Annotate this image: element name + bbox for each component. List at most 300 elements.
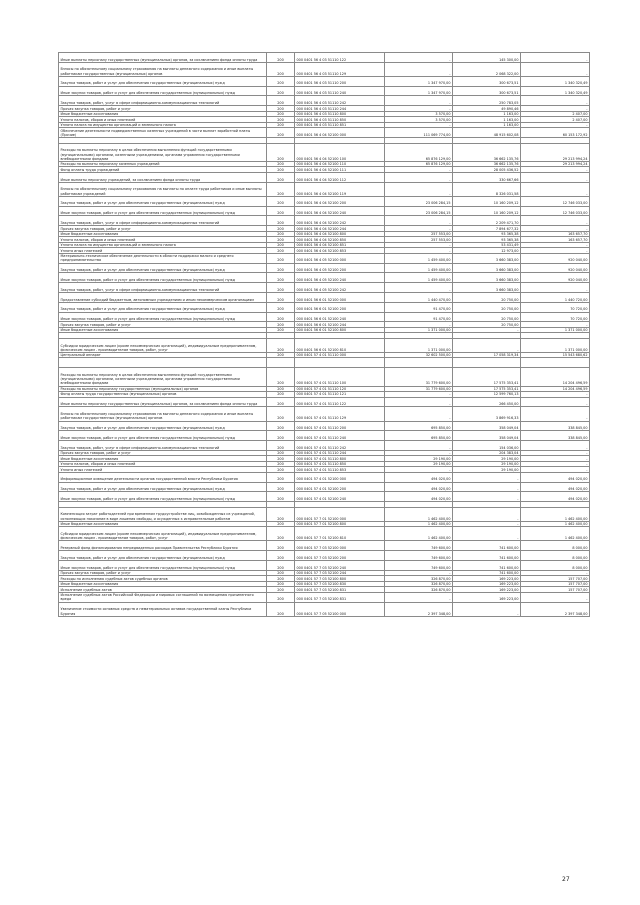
row-approved-amount: 1 462 400,00 bbox=[385, 507, 453, 521]
row-name: Иные закупки товаров, работ и услуг для обеспечения государственных (муниципальных) нужд bbox=[59, 86, 267, 96]
row-approved-amount: - bbox=[385, 96, 453, 106]
row-executed-amount: 3 660 383,00 bbox=[453, 283, 521, 293]
row-executed-amount: 169 223,00 bbox=[453, 587, 521, 593]
row-line-code: 200 bbox=[267, 551, 295, 561]
row-executed-amount: 2 068 322,00 bbox=[453, 62, 521, 76]
row-name: Центральный аппарат bbox=[59, 352, 267, 358]
row-name: Взносы по обязательному социальному страхованию на выплаты денежного содержания и иные выплаты работникам государственных (муниципальных) органов bbox=[59, 62, 267, 76]
table-row bbox=[59, 143, 590, 161]
row-line-code: 200 bbox=[267, 492, 295, 502]
row-line-code bbox=[267, 358, 295, 368]
row-approved-amount: 29 190,00 bbox=[385, 461, 453, 467]
row-executed-amount: 169 223,00 bbox=[453, 581, 521, 587]
row-budget-code: 000 0401 57 4 01 52100 240 bbox=[295, 492, 385, 502]
row-name: Иные бюджетные ассигнования bbox=[59, 231, 267, 237]
row-approved-amount: - bbox=[385, 248, 453, 254]
row-line-code: 200 bbox=[267, 167, 295, 173]
row-line-code: 200 bbox=[267, 541, 295, 551]
row-approved-amount: - bbox=[385, 592, 453, 602]
row-approved-amount: - bbox=[385, 172, 453, 182]
row-remaining-amount: 14 204 496,59 bbox=[521, 368, 590, 386]
row-executed-amount: 20 750,00 bbox=[453, 302, 521, 312]
row-approved-amount: - bbox=[385, 53, 453, 63]
row-approved-amount: 695 850,00 bbox=[385, 431, 453, 441]
row-remaining-amount: - bbox=[521, 467, 590, 473]
row-line-code: 200 bbox=[267, 161, 295, 167]
row-remaining-amount: 157 707,00 bbox=[521, 581, 590, 587]
row-remaining-amount: - bbox=[521, 456, 590, 462]
row-remaining-amount: - bbox=[521, 450, 590, 456]
row-budget-code: 000 0401 56 4 03 51110 122 bbox=[295, 53, 385, 63]
row-executed-amount: 741 600,00 bbox=[453, 541, 521, 551]
row-line-code: 200 bbox=[267, 397, 295, 407]
row-line-code: 200 bbox=[267, 122, 295, 128]
row-name: Иные закупки товаров, работ и услуг для обеспечения государственных (муниципальных) нужд bbox=[59, 431, 267, 441]
row-name: Иные бюджетные ассигнования bbox=[59, 521, 267, 527]
table-row bbox=[59, 392, 590, 398]
row-remaining-amount: - bbox=[521, 248, 590, 254]
row-name: Иные бюджетные ассигнования bbox=[59, 111, 267, 117]
row-approved-amount: 29 190,00 bbox=[385, 456, 453, 462]
row-name: Иные бюджетные ассигнования bbox=[59, 327, 267, 333]
table-row bbox=[59, 128, 590, 138]
row-budget-code: 000 0401 57 4 01 51110 129 bbox=[295, 407, 385, 421]
table-row bbox=[59, 253, 590, 263]
row-executed-amount: 3 660 383,00 bbox=[453, 263, 521, 273]
row-executed-amount: 8 326 031,58 bbox=[453, 182, 521, 196]
table-row bbox=[59, 122, 590, 128]
row-budget-code: 000 0401 56 4 05 52100 240 bbox=[295, 273, 385, 283]
row-name: Иные выплаты персоналу государственных (муниципальных) органов, за исключением фонда оплаты труда bbox=[59, 397, 267, 407]
row-budget-code: 000 0401 57 4 01 51110 000 bbox=[295, 352, 385, 358]
row-approved-amount: 494 020,00 bbox=[385, 472, 453, 482]
row-executed-amount: 93 365,38 bbox=[453, 231, 521, 237]
table-row bbox=[59, 302, 590, 312]
row-remaining-amount: 70 720,00 bbox=[521, 312, 590, 322]
row-name: Иные бюджетные ассигнования bbox=[59, 456, 267, 462]
row-budget-code: 000 0401 57 4 01 51110 121 bbox=[295, 392, 385, 398]
table-row bbox=[59, 283, 590, 293]
row-remaining-amount: 494 020,00 bbox=[521, 482, 590, 492]
row-approved-amount: - bbox=[385, 283, 453, 293]
row-remaining-amount: 1 371 000,00 bbox=[521, 338, 590, 352]
row-executed-amount: 1 163,00 bbox=[453, 122, 521, 128]
row-executed-amount: - bbox=[453, 507, 521, 521]
row-approved-amount: 1 462 400,00 bbox=[385, 527, 453, 541]
row-approved-amount: 1 459 400,00 bbox=[385, 253, 453, 263]
table-row bbox=[59, 482, 590, 492]
row-name: Расходы на выплаты персоналу в целях обеспечения выполнения функций государственными (муниципальными) органами, казенными учреждениями, органами управления государственными внебюджетными фондами bbox=[59, 368, 267, 386]
row-line-code: 200 bbox=[267, 117, 295, 123]
row-approved-amount: - bbox=[385, 322, 453, 328]
row-executed-amount: - bbox=[453, 338, 521, 352]
row-executed-amount: 49 890,46 bbox=[453, 106, 521, 112]
row-line-code: 200 bbox=[267, 456, 295, 462]
row-executed-amount: 741 600,00 bbox=[453, 570, 521, 576]
row-line-code: 200 bbox=[267, 62, 295, 76]
table-row bbox=[59, 206, 590, 216]
row-budget-code: 000 0401 57 4 01 51110 242 bbox=[295, 441, 385, 451]
row-name: Иные закупки товаров, работ и услуг для обеспечения государственных (муниципальных) нужд bbox=[59, 312, 267, 322]
row-approved-amount: - bbox=[385, 407, 453, 421]
row-name: Уплата налогов, сборов и иных платежей bbox=[59, 237, 267, 243]
row-name: Материально-техническое обеспечение деятельности в области поддержки малого и среднего предпринимательства bbox=[59, 253, 267, 263]
row-approved-amount: - bbox=[385, 167, 453, 173]
row-line-code: 200 bbox=[267, 242, 295, 248]
row-executed-amount: 12 973,00 bbox=[453, 248, 521, 254]
row-budget-code: 000 0401 57 7 03 52100 244 bbox=[295, 570, 385, 576]
row-approved-amount: 257 553,00 bbox=[385, 237, 453, 243]
table-row bbox=[59, 441, 590, 451]
row-remaining-amount: 1 462 400,00 bbox=[521, 527, 590, 541]
row-approved-amount: - bbox=[385, 467, 453, 473]
row-name: Иные закупки товаров, работ и услуг для обеспечения государственных (муниципальных) нужд bbox=[59, 273, 267, 283]
row-remaining-amount: 12 746 033,00 bbox=[521, 206, 590, 216]
row-name: Иные бюджетные ассигнования bbox=[59, 581, 267, 587]
page-number: 27 bbox=[562, 876, 570, 883]
row-approved-amount bbox=[385, 358, 453, 368]
row-remaining-amount: 2 397 348,00 bbox=[521, 602, 590, 616]
row-name: Расходы по исполнению судебных актов судебных органов bbox=[59, 576, 267, 582]
row-line-code: 200 bbox=[267, 392, 295, 398]
row-budget-code: 000 0401 57 4 01 51110 122 bbox=[295, 397, 385, 407]
row-name: Иные выплаты персоналу государственных (муниципальных) органов, за исключением фонда оплаты труда bbox=[59, 53, 267, 63]
table-row bbox=[59, 541, 590, 551]
row-budget-code: 000 0401 57 4 01 51110 200 bbox=[295, 421, 385, 431]
row-name: Иные закупки товаров, работ и услуг для обеспечения государственных (муниципальных) нужд bbox=[59, 561, 267, 571]
row-name: Прочая закупка товаров, работ и услуг bbox=[59, 226, 267, 232]
row-line-code: 200 bbox=[267, 226, 295, 232]
row-approved-amount: 326 870,00 bbox=[385, 581, 453, 587]
table-row bbox=[59, 592, 590, 602]
table-row bbox=[59, 62, 590, 76]
row-executed-amount: 154 036,00 bbox=[453, 441, 521, 451]
row-approved-amount: - bbox=[385, 450, 453, 456]
row-budget-code: 000 0401 57 7 03 52100 240 bbox=[295, 561, 385, 571]
row-executed-amount: - bbox=[453, 527, 521, 541]
row-budget-code: 000 0401 56 6 01 52100 810 bbox=[295, 338, 385, 352]
row-remaining-amount: 157 707,00 bbox=[521, 576, 590, 582]
row-name: Расходы на выплаты персоналу в целях обеспечения выполнения функций государственными (муниципальными) органами, казенными учреждениями, органами управления государственными внебюджетными фондами bbox=[59, 143, 267, 161]
row-budget-code: 000 0401 56 4 03 51110 129 bbox=[295, 62, 385, 76]
row-line-code: 200 bbox=[267, 237, 295, 243]
row-budget-code: 000 0401 56 4 04 52100 850 bbox=[295, 237, 385, 243]
row-name: Резервный фонд финансирования непредвиденных расходов Правительства Республики Бурятия bbox=[59, 541, 267, 551]
row-budget-code: 000 0401 56 4 04 52100 244 bbox=[295, 226, 385, 232]
row-line-code: 200 bbox=[267, 248, 295, 254]
row-name: Закупка товаров, работ и услуг для обеспечения государственных (муниципальных) нужд bbox=[59, 482, 267, 492]
row-approved-amount: 31 779 600,00 bbox=[385, 368, 453, 386]
row-approved-amount: 91 470,00 bbox=[385, 302, 453, 312]
row-approved-amount: 111 069 774,00 bbox=[385, 128, 453, 138]
row-remaining-amount: 163 657,70 bbox=[521, 231, 590, 237]
row-budget-code: 000 0401 57 4 01 51110 850 bbox=[295, 461, 385, 467]
row-line-code: 200 bbox=[267, 106, 295, 112]
row-approved-amount: - bbox=[385, 441, 453, 451]
row-line-code: 200 bbox=[267, 96, 295, 106]
row-remaining-amount: - bbox=[521, 407, 590, 421]
row-remaining-amount: - bbox=[521, 242, 590, 248]
row-name: Прочая закупка товаров, работ и услуг bbox=[59, 106, 267, 112]
row-line-code: 200 bbox=[267, 570, 295, 576]
row-name: Уплата иных платежей bbox=[59, 467, 267, 473]
row-executed-amount: 20 750,00 bbox=[453, 312, 521, 322]
row-name: Закупка товаров, работ и услуг для обеспечения государственных (муниципальных) нужд bbox=[59, 421, 267, 431]
row-approved-amount: - bbox=[385, 397, 453, 407]
row-line-code: 200 bbox=[267, 592, 295, 602]
row-remaining-amount: 70 720,00 bbox=[521, 302, 590, 312]
row-remaining-amount: 1 462 400,00 bbox=[521, 507, 590, 521]
row-budget-code: 000 0401 57 7 03 52100 800 bbox=[295, 576, 385, 582]
row-budget-code: 000 0401 56 4 04 52100 112 bbox=[295, 172, 385, 182]
row-budget-code: 000 0401 57 7 03 52100 831 bbox=[295, 592, 385, 602]
table-row bbox=[59, 421, 590, 431]
row-line-code: 200 bbox=[267, 507, 295, 521]
row-remaining-amount: 14 204 496,59 bbox=[521, 386, 590, 392]
table-row bbox=[59, 216, 590, 226]
row-remaining-amount: 29 213 994,24 bbox=[521, 143, 590, 161]
row-remaining-amount: - bbox=[521, 182, 590, 196]
row-budget-code: 000 0401 56 4 04 52100 200 bbox=[295, 196, 385, 206]
row-approved-amount: 65 876 129,00 bbox=[385, 161, 453, 167]
table-row bbox=[59, 472, 590, 482]
row-approved-amount: 1 462 400,00 bbox=[385, 521, 453, 527]
row-remaining-amount: - bbox=[521, 322, 590, 328]
row-budget-code: 000 0401 57 7 03 52100 830 bbox=[295, 581, 385, 587]
row-budget-code: 000 0401 57 7 01 52100 800 bbox=[295, 521, 385, 527]
row-budget-code: 000 0401 56 4 03 51110 851 bbox=[295, 122, 385, 128]
row-executed-amount: 29 190,00 bbox=[453, 467, 521, 473]
row-approved-amount: 1 371 000,00 bbox=[385, 327, 453, 333]
row-executed-amount: 20 750,00 bbox=[453, 322, 521, 328]
row-executed-amount: 169 223,00 bbox=[453, 592, 521, 602]
row-budget-code: 000 0401 56 4 03 51110 200 bbox=[295, 76, 385, 86]
row-line-code: 200 bbox=[267, 472, 295, 482]
row-remaining-amount: - bbox=[521, 392, 590, 398]
row-approved-amount: 31 779 600,00 bbox=[385, 386, 453, 392]
row-approved-amount: - bbox=[385, 226, 453, 232]
row-approved-amount: 1 459 400,00 bbox=[385, 273, 453, 283]
table-row bbox=[59, 561, 590, 571]
row-name: Взносы по обязательному социальному страхованию на выплаты по оплате труда работников и иные выплаты работникам учреждений bbox=[59, 182, 267, 196]
row-approved-amount: 494 020,00 bbox=[385, 492, 453, 502]
row-approved-amount: - bbox=[385, 182, 453, 196]
table-row bbox=[59, 551, 590, 561]
row-name: Закупка товаров, работ и услуг для обеспечения государственных (муниципальных) нужд bbox=[59, 551, 267, 561]
row-remaining-amount: 494 020,00 bbox=[521, 472, 590, 482]
row-remaining-amount: 920 040,00 bbox=[521, 253, 590, 263]
table-row bbox=[59, 172, 590, 182]
row-budget-code: 000 0401 56 4 04 52100 242 bbox=[295, 216, 385, 226]
row-remaining-amount: 1 340 320,49 bbox=[521, 76, 590, 86]
table-row bbox=[59, 161, 590, 167]
row-approved-amount: 1 459 400,00 bbox=[385, 263, 453, 273]
row-executed-amount: - bbox=[453, 482, 521, 492]
table-row bbox=[59, 76, 590, 86]
row-name: Компенсация затрат работодателей при временном трудоустройстве лиц, освобожденных из учреждений, исполняющих наказание в виде лишения свободы, и осужденных к исправительным работам bbox=[59, 507, 267, 521]
row-approved-amount: 3 570,00 bbox=[385, 117, 453, 123]
row-approved-amount: 32 602 500,00 bbox=[385, 352, 453, 358]
row-executed-amount: 145 300,00 bbox=[453, 53, 521, 63]
row-line-code: 200 bbox=[267, 450, 295, 456]
row-name: Субсидии юридическим лицам (кроме некоммерческих организаций), индивидуальным предпринимателям, физическим лицам - производителям товаров, работ, услуг bbox=[59, 527, 267, 541]
table-row bbox=[59, 53, 590, 63]
row-approved-amount: 3 570,00 bbox=[385, 111, 453, 117]
row-executed-amount: 17 575 353,41 bbox=[453, 368, 521, 386]
row-name: Уплата налогов, сборов и иных платежей bbox=[59, 117, 267, 123]
row-name: Взносы по обязательному социальному страхованию на выплаты денежного содержания и иные выплаты работникам государственных (муниципальных) органов bbox=[59, 407, 267, 421]
row-line-code: 200 bbox=[267, 111, 295, 117]
row-line-code: 200 bbox=[267, 263, 295, 273]
table-row bbox=[59, 86, 590, 96]
row-executed-amount bbox=[453, 358, 521, 368]
row-executed-amount: 2 209 471,70 bbox=[453, 216, 521, 226]
row-executed-amount: 48 915 602,08 bbox=[453, 128, 521, 138]
row-budget-code: 000 0401 57 4 01 51110 853 bbox=[295, 467, 385, 473]
row-line-code: 200 bbox=[267, 76, 295, 86]
row-executed-amount: 169 223,00 bbox=[453, 576, 521, 582]
row-name: Закупка товаров, работ и услуг для обеспечения государственных (муниципальных) нужд bbox=[59, 76, 267, 86]
row-line-code: 200 bbox=[267, 283, 295, 293]
row-remaining-amount: - bbox=[521, 167, 590, 173]
row-remaining-amount: - bbox=[521, 96, 590, 106]
row-executed-amount: 12 599 760,13 bbox=[453, 392, 521, 398]
row-remaining-amount: 2 407,00 bbox=[521, 117, 590, 123]
row-executed-amount: 7 894 677,32 bbox=[453, 226, 521, 232]
row-approved-amount: 749 600,00 bbox=[385, 551, 453, 561]
row-name: Уплата налога на имущество организаций и земельного налога bbox=[59, 122, 267, 128]
row-executed-amount: 17 058 319,34 bbox=[453, 352, 521, 358]
row-executed-amount: - bbox=[453, 472, 521, 482]
row-executed-amount: 29 190,00 bbox=[453, 456, 521, 462]
row-name: Иные закупки товаров, работ и услуг для обеспечения государственных (муниципальных) нужд bbox=[59, 492, 267, 502]
row-executed-amount: 300 673,51 bbox=[453, 76, 521, 86]
row-name bbox=[59, 358, 267, 368]
row-approved-amount: 695 850,00 bbox=[385, 421, 453, 431]
row-approved-amount: - bbox=[385, 392, 453, 398]
row-budget-code: 000 0401 57 4 01 51110 800 bbox=[295, 456, 385, 462]
row-name: Иные выплаты персоналу учреждений, за исключением фонда оплаты труда bbox=[59, 172, 267, 182]
row-budget-code: 000 0401 57 7 03 52100 200 bbox=[295, 551, 385, 561]
row-executed-amount: 250 783,05 bbox=[453, 96, 521, 106]
row-remaining-amount: - bbox=[521, 592, 590, 602]
budget-execution-table bbox=[58, 52, 590, 617]
row-executed-amount: 266 450,00 bbox=[453, 397, 521, 407]
row-budget-code: 000 0401 56 4 03 51110 850 bbox=[295, 117, 385, 123]
row-budget-code: 000 0401 56 4 04 52100 111 bbox=[295, 167, 385, 173]
row-remaining-amount: 15 543 680,62 bbox=[521, 352, 590, 358]
row-approved-amount: - bbox=[385, 62, 453, 76]
table-row bbox=[59, 358, 590, 368]
row-budget-code: 000 0401 56 4 04 52100 100 bbox=[295, 143, 385, 161]
row-approved-amount: 257 553,00 bbox=[385, 231, 453, 237]
row-name: Фонд оплаты труда государственных (муниципальных) органов bbox=[59, 392, 267, 398]
row-remaining-amount: 338 845,00 bbox=[521, 421, 590, 431]
row-name: Предоставление субсидий бюджетным, автономным учреждениям и иным некоммерческим организациям bbox=[59, 292, 267, 302]
row-name: Закупка товаров, работ, услуг в сфере информационно-коммуникационных технологий bbox=[59, 441, 267, 451]
row-budget-code: 000 0401 56 4 04 52100 800 bbox=[295, 231, 385, 237]
row-name: Прочая закупка товаров, работ и услуг bbox=[59, 570, 267, 576]
row-budget-code: 000 0401 57 4 01 52100 200 bbox=[295, 482, 385, 492]
table-row bbox=[59, 96, 590, 106]
row-budget-code bbox=[295, 358, 385, 368]
row-line-code: 200 bbox=[267, 312, 295, 322]
row-approved-amount: 23 006 284,15 bbox=[385, 196, 453, 206]
row-line-code: 200 bbox=[267, 521, 295, 527]
table-row bbox=[59, 602, 590, 616]
row-approved-amount: 2 397 348,00 bbox=[385, 602, 453, 616]
row-budget-code: 000 0401 56 6 01 52100 200 bbox=[295, 302, 385, 312]
row-name: Информационное освещение деятельности органов государственной власти Республики Бурятия bbox=[59, 472, 267, 482]
row-executed-amount: 358 049,04 bbox=[453, 431, 521, 441]
row-remaining-amount: 163 657,70 bbox=[521, 237, 590, 243]
row-budget-code: 000 0401 56 4 03 51110 242 bbox=[295, 96, 385, 106]
row-executed-amount: 300 673,51 bbox=[453, 86, 521, 96]
table-row bbox=[59, 182, 590, 196]
report-table-sheet bbox=[58, 52, 589, 617]
row-name: Фонд оплаты труда учреждений bbox=[59, 167, 267, 173]
row-line-code: 200 bbox=[267, 527, 295, 541]
row-line-code: 200 bbox=[267, 128, 295, 138]
table-row bbox=[59, 368, 590, 386]
table-row bbox=[59, 196, 590, 206]
table-row bbox=[59, 292, 590, 302]
row-line-code: 200 bbox=[267, 352, 295, 358]
row-name: Расходы на выплаты персоналу казенных учреждений bbox=[59, 161, 267, 167]
row-name: Закупка товаров, работ и услуг для обеспечения государственных (муниципальных) нужд bbox=[59, 263, 267, 273]
row-remaining-amount: - bbox=[521, 62, 590, 76]
row-line-code: 200 bbox=[267, 407, 295, 421]
table-row bbox=[59, 338, 590, 352]
table-row bbox=[59, 397, 590, 407]
row-approved-amount: - bbox=[385, 570, 453, 576]
row-remaining-amount: 338 845,00 bbox=[521, 431, 590, 441]
row-remaining-amount: 8 000,00 bbox=[521, 541, 590, 551]
row-budget-code: 000 0401 56 6 01 52100 240 bbox=[295, 312, 385, 322]
row-remaining-amount: 494 020,00 bbox=[521, 492, 590, 502]
row-executed-amount: 17 575 353,41 bbox=[453, 386, 521, 392]
row-line-code: 200 bbox=[267, 182, 295, 196]
row-executed-amount: 741 600,00 bbox=[453, 551, 521, 561]
row-line-code: 200 bbox=[267, 386, 295, 392]
row-budget-code: 000 0401 57 4 01 52100 000 bbox=[295, 472, 385, 482]
row-executed-amount: 36 662 135,76 bbox=[453, 143, 521, 161]
row-name: Расходы на выплаты персоналу государственных (муниципальных) органов bbox=[59, 386, 267, 392]
row-line-code: 200 bbox=[267, 273, 295, 283]
table-row bbox=[59, 431, 590, 441]
row-executed-amount: 3 660 383,00 bbox=[453, 253, 521, 263]
row-remaining-amount: 1 371 000,00 bbox=[521, 327, 590, 333]
row-name: Увеличение стоимости основных средств и нематериальных активов государственной казны Республики Бурятия bbox=[59, 602, 267, 616]
row-approved-amount: 326 870,00 bbox=[385, 576, 453, 582]
row-budget-code: 000 0401 57 7 01 52100 000 bbox=[295, 507, 385, 521]
row-remaining-amount: 920 040,00 bbox=[521, 263, 590, 273]
table-row bbox=[59, 263, 590, 273]
table-body bbox=[59, 53, 590, 617]
row-line-code: 200 bbox=[267, 561, 295, 571]
row-remaining-amount: 8 000,00 bbox=[521, 561, 590, 571]
row-line-code: 200 bbox=[267, 461, 295, 467]
row-line-code: 200 bbox=[267, 196, 295, 206]
row-executed-amount: 330 667,66 bbox=[453, 172, 521, 182]
row-name: Закупка товаров, работ, услуг в сфере информационно-коммуникационных технологий bbox=[59, 283, 267, 293]
row-line-code: 200 bbox=[267, 482, 295, 492]
row-remaining-amount: 1 462 400,00 bbox=[521, 521, 590, 527]
row-executed-amount: 204 383,04 bbox=[453, 450, 521, 456]
row-line-code: 200 bbox=[267, 581, 295, 587]
row-remaining-amount: - bbox=[521, 216, 590, 226]
row-approved-amount: 749 600,00 bbox=[385, 541, 453, 551]
